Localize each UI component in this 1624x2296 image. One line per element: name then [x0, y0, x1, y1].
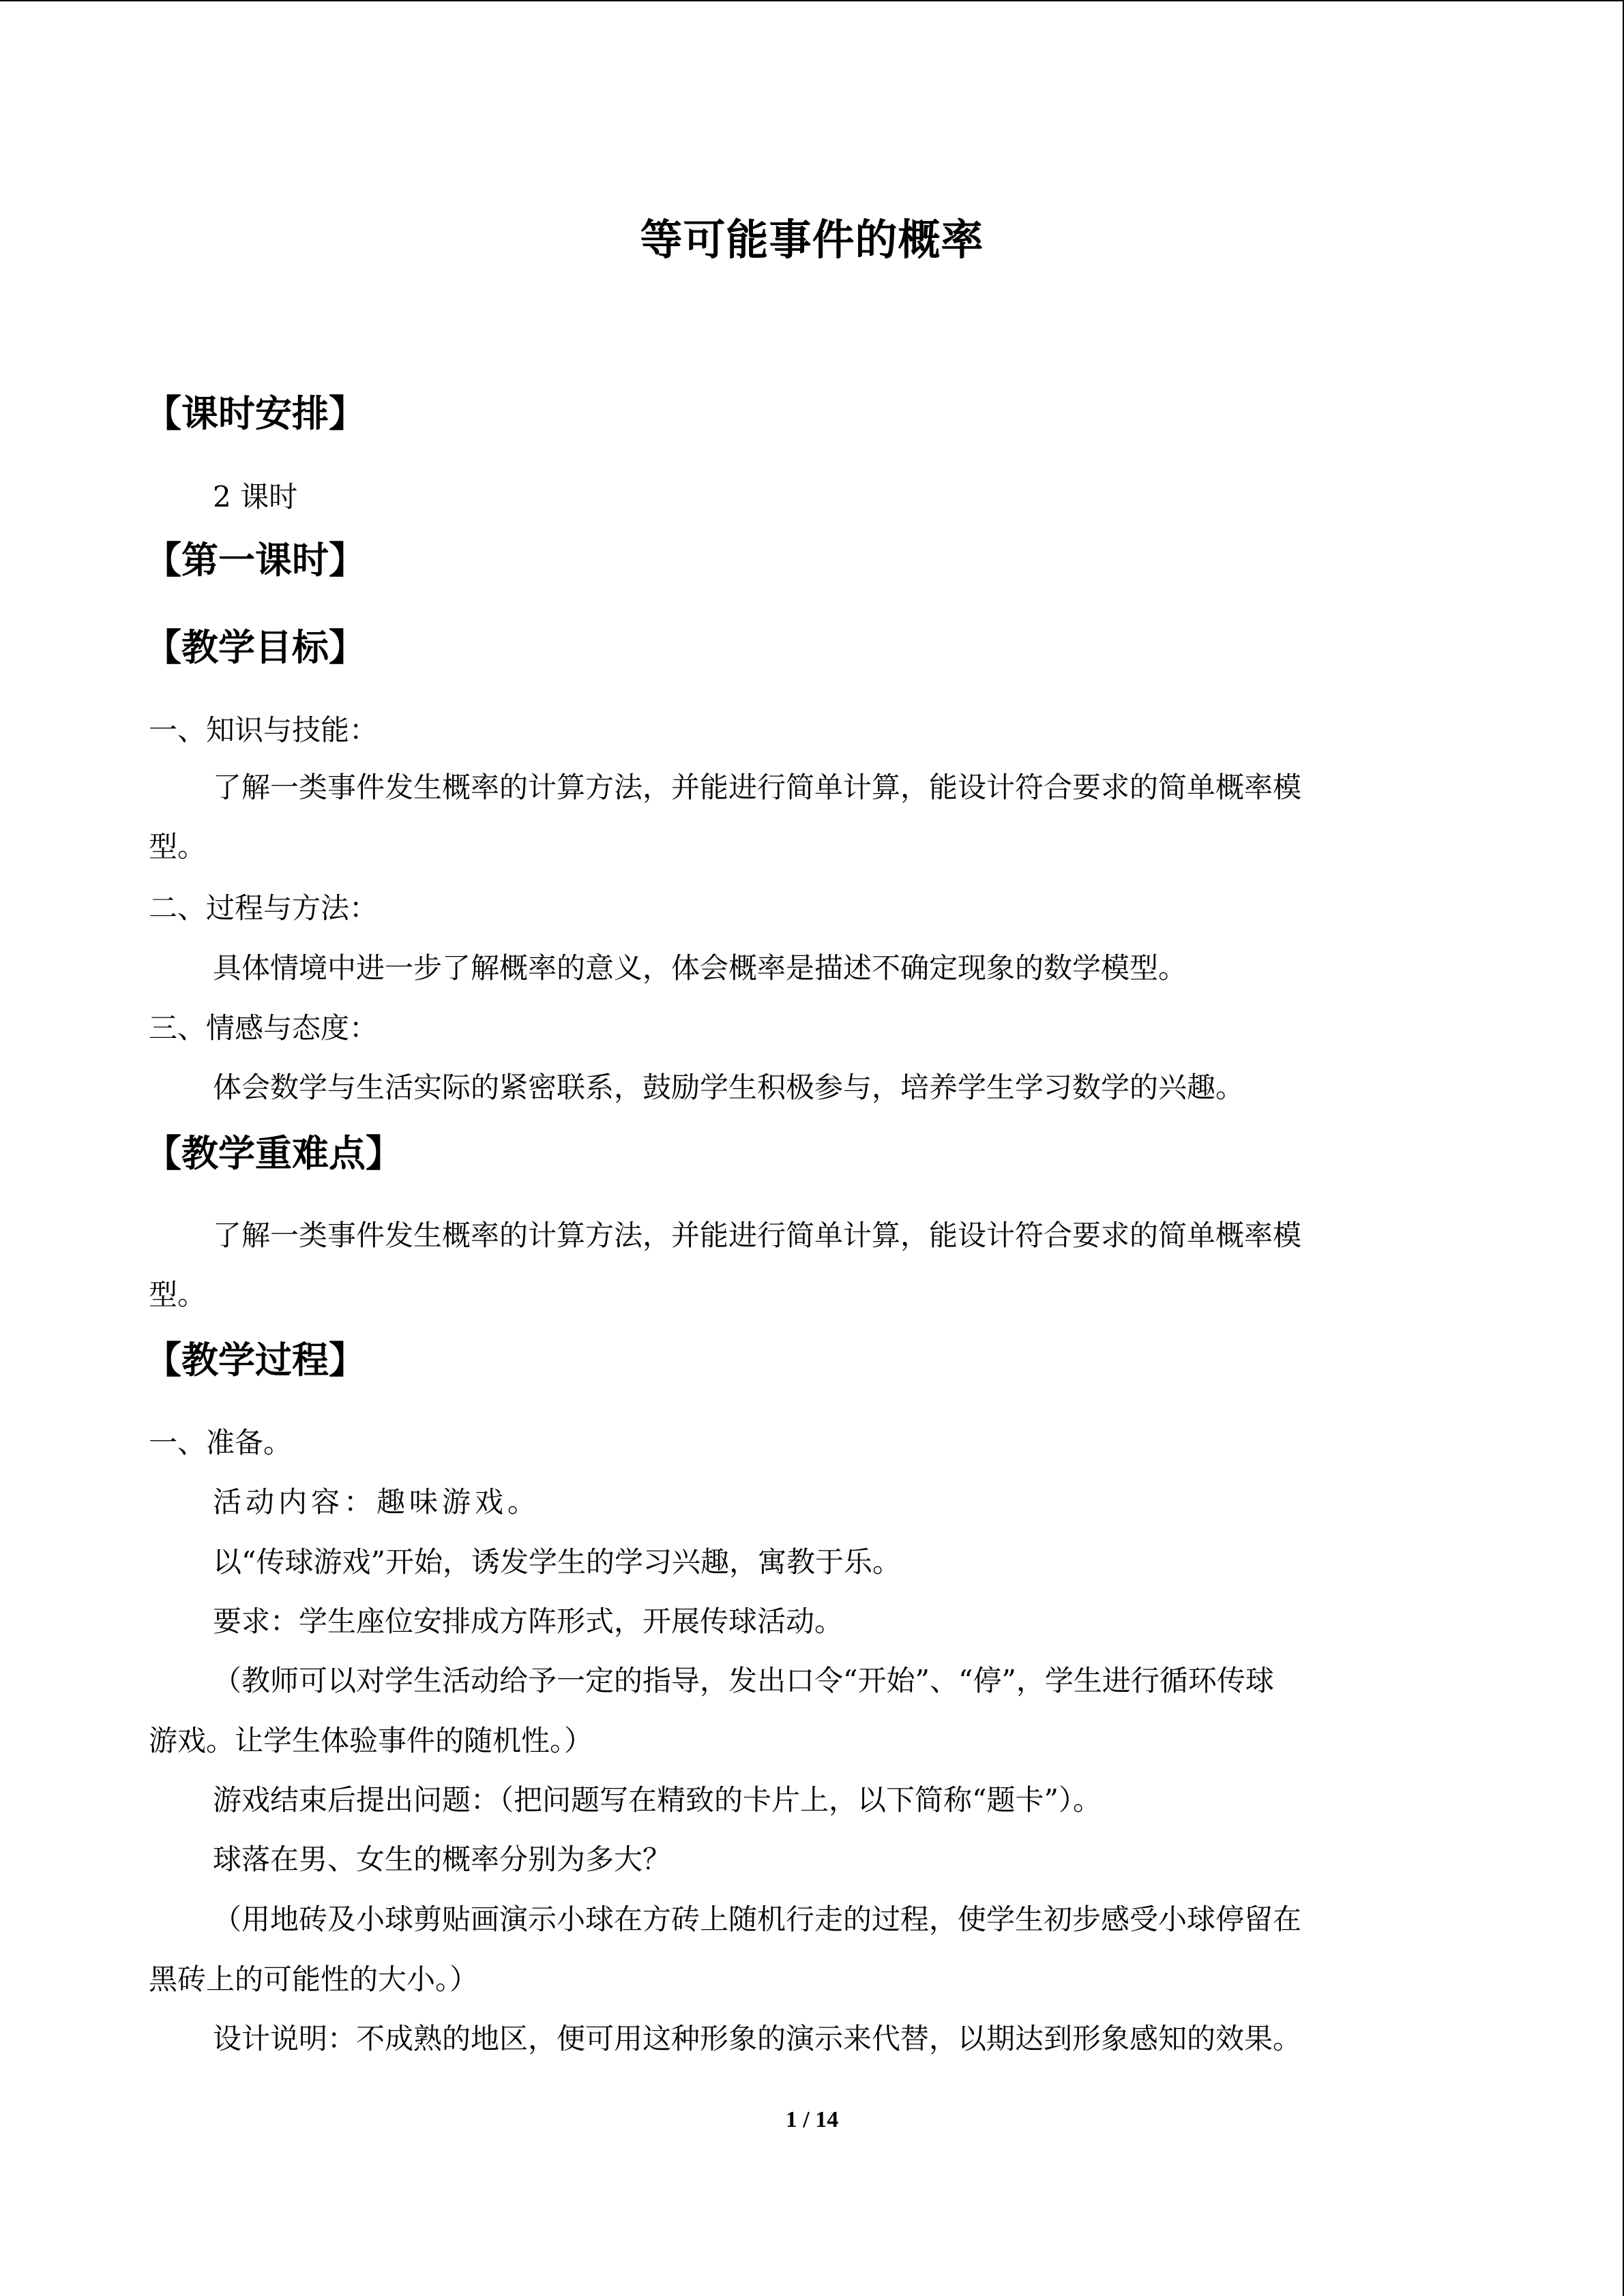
process-guidance-1: （教师可以对学生活动给予一定的指导，发出口令“开始”、“停”，学生进行循环传球	[213, 1664, 1274, 1697]
goal-knowledge-label: 一、知识与技能：	[149, 713, 379, 747]
process-requirement: 要求：学生座位安排成方阵形式，开展传球活动。	[213, 1605, 844, 1638]
process-design-note: 设计说明：不成熟的地区，便可用这种形象的演示来代替，以期达到形象感知的效果。	[213, 2022, 1302, 2055]
goal-knowledge-text-2: 型。	[149, 830, 207, 863]
page-number: 1 / 14	[785, 2107, 839, 2132]
key-points-text-1: 了解一类事件发生概率的计算方法，并能进行简单计算，能设计符合要求的简单概率模	[213, 1219, 1302, 1252]
process-question-intro: 游戏结束后提出问题：（把问题写在精致的卡片上，以下简称“题卡”）。	[213, 1783, 1102, 1817]
process-prep-label: 一、准备。	[149, 1426, 293, 1459]
goal-knowledge-text-1: 了解一类事件发生概率的计算方法，并能进行简单计算，能设计符合要求的简单概率模	[213, 771, 1302, 804]
process-guidance-2: 游戏。让学生体验事件的随机性。）	[149, 1724, 593, 1757]
goal-attitude-text: 体会数学与生活实际的紧密联系，鼓励学生积极参与，培养学生学习数学的兴趣。	[213, 1071, 1245, 1104]
goal-attitude-label: 三、情感与态度：	[149, 1011, 379, 1045]
schedule-text: 2 课时	[213, 480, 298, 513]
heading-schedule: 【课时安排】	[145, 392, 366, 435]
process-demo-2: 黑砖上的可能性的大小。）	[149, 1963, 479, 1996]
process-demo-1: （用地砖及小球剪贴画演示小球在方砖上随机行走的过程，使学生初步感受小球停留在	[213, 1903, 1302, 1936]
heading-process: 【教学过程】	[145, 1339, 366, 1382]
process-question: 球落在男、女生的概率分别为多大？	[213, 1843, 672, 1876]
key-points-text-2: 型。	[149, 1278, 207, 1311]
goal-process-text: 具体情境中进一步了解概率的意义，体会概率是描述不确定现象的数学模型。	[213, 951, 1187, 985]
heading-first-lesson: 【第一课时】	[145, 539, 366, 582]
page-title: 等可能事件的概率	[640, 215, 984, 265]
goal-process-label: 二、过程与方法：	[149, 891, 379, 925]
process-intro: 以“传球游戏”开始，诱发学生的学习兴趣，寓教于乐。	[213, 1545, 901, 1579]
process-activity: 活动内容：趣味游戏。	[213, 1485, 541, 1519]
heading-key-points: 【教学重难点】	[145, 1132, 402, 1175]
heading-goals: 【教学目标】	[145, 626, 366, 669]
